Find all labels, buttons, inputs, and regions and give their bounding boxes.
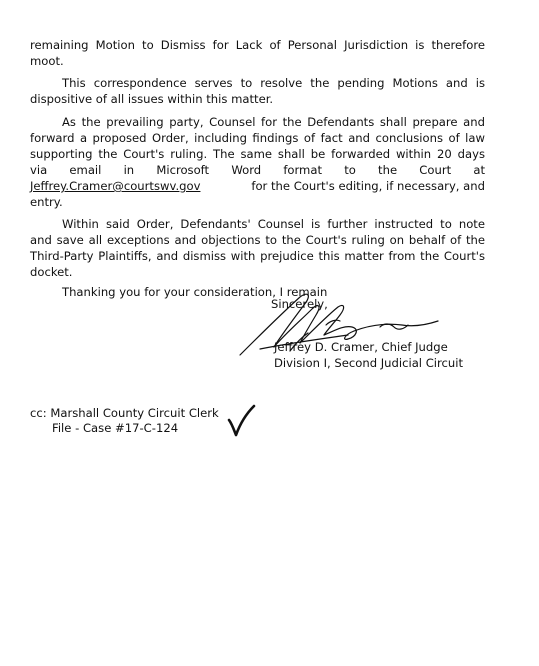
- para1-line1: remaining Motion to Dismiss for Lack of Personal Jurisdiction is therefore: [30, 38, 485, 52]
- para4-line4: docket.: [30, 265, 73, 279]
- para2-line1: This correspondence serves to resolve the pending Motions and is: [62, 76, 485, 90]
- para1-line2: moot.: [30, 54, 64, 68]
- closing-text: Sincerely,: [271, 297, 328, 311]
- para4-line2: and save all exceptions and objections to the Court's ruling on behalf of the: [30, 233, 485, 247]
- checkmark-icon: [226, 404, 256, 438]
- para3-line4: via email in Microsoft Word format to the Court at: [30, 163, 485, 177]
- para5: Thanking you for your consideration, I remain: [62, 285, 328, 299]
- para3-line5: [30, 178, 485, 194]
- para4-line1: Within said Order, Defendants' Counsel is further instructed to note: [62, 217, 485, 231]
- para3-line3: supporting the Court's ruling. The same shall be forwarded within 20 days: [30, 147, 485, 161]
- cc-line-1: cc: Marshall County Circuit Clerk: [30, 406, 219, 420]
- para2-line2: dispositive of all issues within this matter.: [30, 92, 274, 106]
- signer-division: Division I, Second Judicial Circuit: [274, 356, 464, 370]
- para3-line1: As the prevailing party, Counsel for the Defendants shall prepare and: [62, 115, 485, 129]
- signer-name: Jeffrey D. Cramer, Chief Judge: [274, 340, 448, 354]
- para4-line3: Third-Party Plaintiffs, and dismiss with prejudice this matter from the Court's: [30, 249, 485, 263]
- para3-line5-text: for the Court's editing, if necessary, and: [251, 179, 485, 193]
- para3-line6: entry.: [30, 195, 63, 209]
- para3-line2: forward a proposed Order, including findings of fact and conclusions of law: [30, 131, 485, 145]
- cc-line-2: File - Case #17-C-124: [52, 421, 179, 435]
- court-email-link[interactable]: Jeffrey.Cramer@courtswv.gov: [30, 179, 201, 193]
